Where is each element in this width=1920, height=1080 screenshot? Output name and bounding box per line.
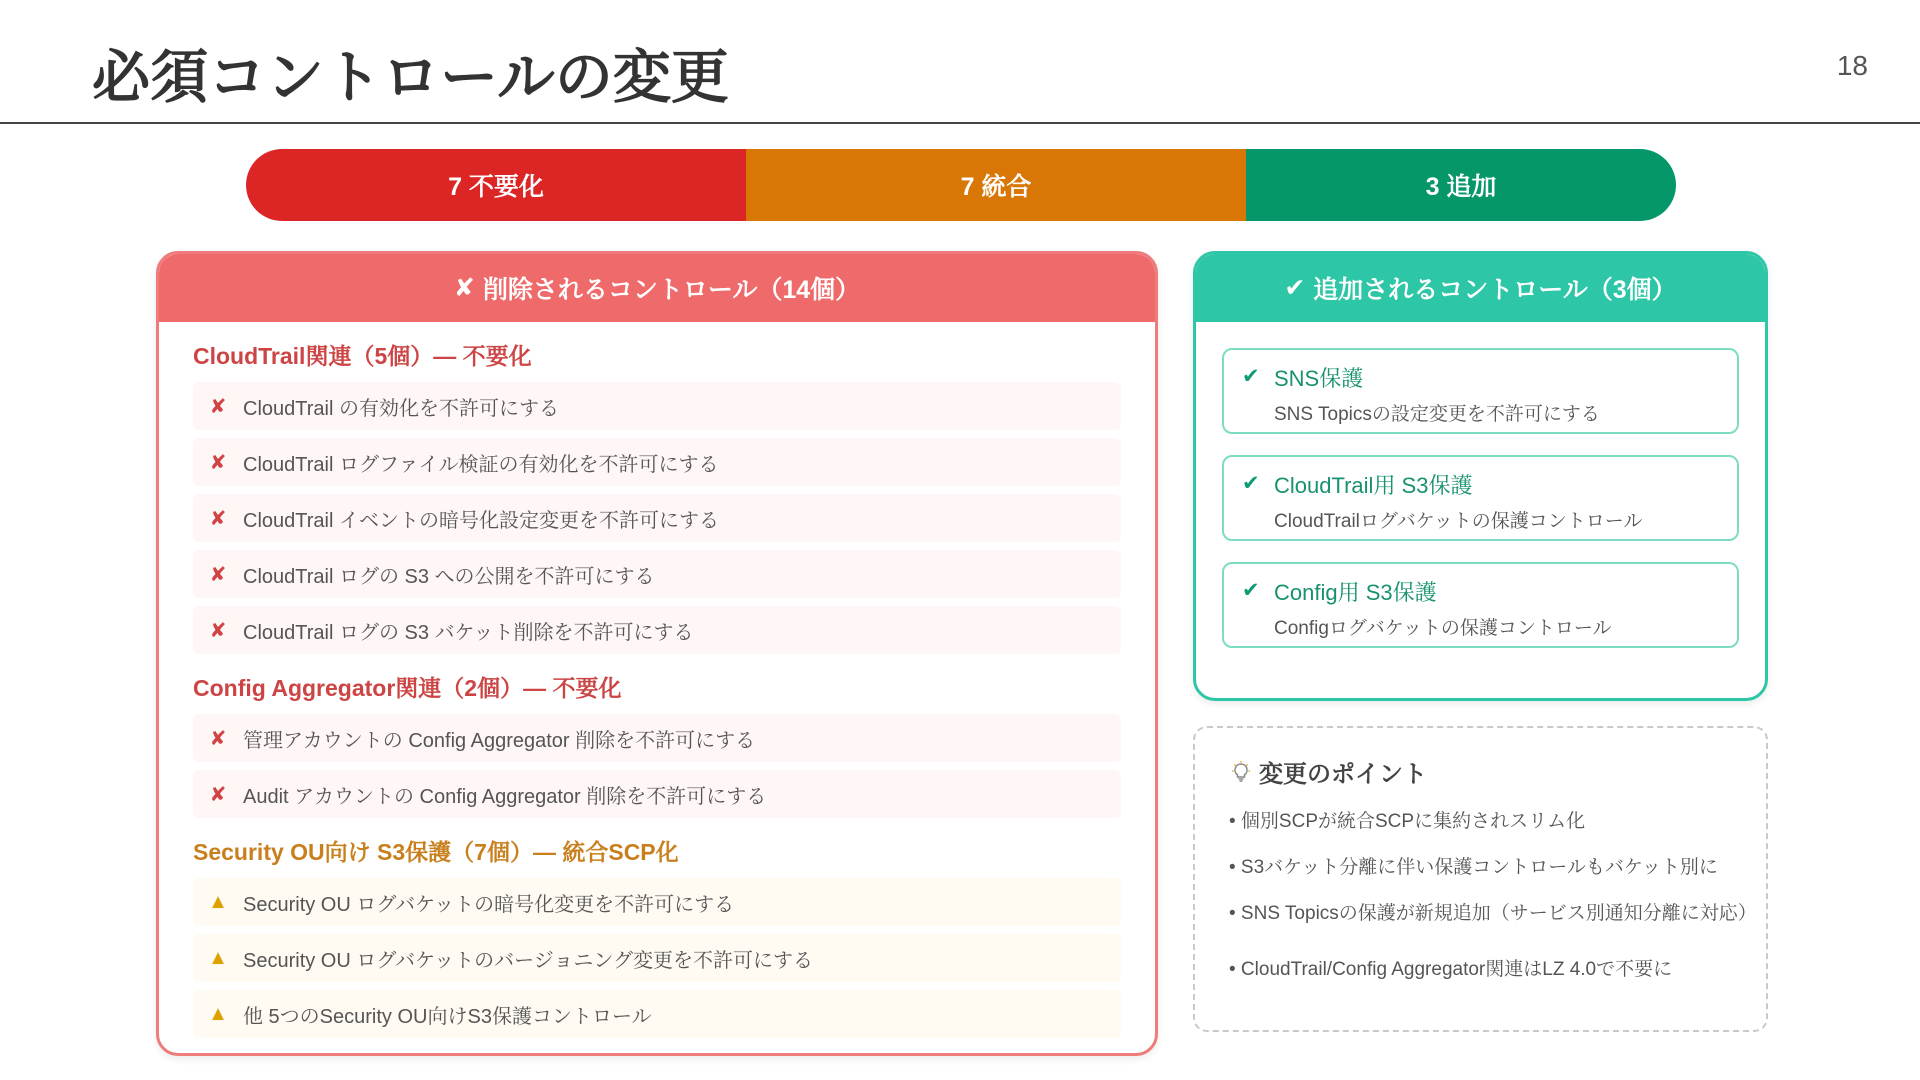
removed-panel-header [159,254,1155,322]
check-icon: ✔ [1284,274,1306,302]
x-mark-icon: ✘ [453,274,475,302]
check-icon: ✔ [1242,472,1260,495]
list-item: ✘ CloudTrail イベントの暗号化設定変更を不許可にする [193,494,1121,542]
added-control-title: CloudTrail用 S3保護 [1274,473,1473,498]
added-control-title: SNS保護 [1274,366,1364,391]
list-item: ✘ CloudTrail の有効化を不許可にする [193,382,1121,430]
list-item: ▲ 他 5つのSecurity OU向けS3保護コントロール [193,990,1121,1038]
x-mark-icon: ✘ [209,395,227,418]
summary-unneeded-segment: 7 不要化 [246,149,746,221]
warning-triangle-icon: ▲ [208,890,228,913]
summary-bar [246,149,1676,221]
group-title-cloudtrail: CloudTrail関連（5個）— 不要化 [193,343,532,369]
added-control-card [1222,455,1739,541]
title-divider [0,122,1920,124]
x-mark-icon: ✘ [209,507,227,530]
list-item: ▲ Security OU ログバケットのバージョニング変更を不許可にする [193,934,1121,982]
change-points-title: 変更のポイント [1259,761,1427,788]
list-item: • SNS Topicsの保護が新規追加（サービス別通知分離に対応） [1229,903,1757,924]
added-controls-panel [1193,251,1768,701]
x-mark-icon: ✘ [209,619,227,642]
added-control-desc: SNS Topicsの設定変更を不許可にする [1274,404,1600,425]
list-item: ✘ CloudTrail ログの S3 バケット削除を不許可にする [193,606,1121,654]
page-title: 必須コントロールの変更 [92,43,729,111]
list-item: • S3バケット分離に伴い保護コントロールもバケット別に [1229,857,1718,878]
list-item: ✘ 管理アカウントの Config Aggregator 削除を不許可にする [193,714,1121,762]
added-control-card [1222,348,1739,434]
change-points-heading [1229,754,1427,789]
summary-added-segment: 3 追加 [1246,149,1676,221]
summary-merged-segment: 7 統合 [746,149,1246,221]
list-item: • CloudTrail/Config Aggregator関連はLZ 4.0で不要に [1229,959,1673,980]
list-item: ✘ CloudTrail ログファイル検証の有効化を不許可にする [193,438,1121,486]
list-item: • 個別SCPが統合SCPに集約されスリム化 [1229,811,1586,832]
added-panel-header [1196,254,1765,322]
x-mark-icon: ✘ [209,451,227,474]
x-mark-icon: ✘ [209,783,227,806]
warning-triangle-icon: ▲ [208,1002,228,1025]
check-icon: ✔ [1242,365,1260,388]
x-mark-icon: ✘ [209,727,227,750]
added-control-desc: CloudTrailログバケットの保護コントロール [1274,511,1643,532]
added-control-card [1222,562,1739,648]
list-item: ▲ Security OU ログバケットの暗号化変更を不許可にする [193,878,1121,926]
group-title-config-aggregator: Config Aggregator関連（2個）— 不要化 [193,675,622,701]
warning-triangle-icon: ▲ [208,946,228,969]
added-panel-title: 追加されるコントロール（3個） [1313,276,1677,304]
page-number: 18 [1836,50,1868,81]
added-control-desc: Configログバケットの保護コントロール [1274,618,1612,639]
check-icon: ✔ [1242,579,1260,602]
change-points-box [1193,726,1768,1032]
removed-panel-title: 削除されるコントロール（14個） [482,276,861,304]
list-item: ✘ CloudTrail ログの S3 への公開を不許可にする [193,550,1121,598]
list-item: ✘ Audit アカウントの Config Aggregator 削除を不許可にする [193,770,1121,818]
lightbulb-icon [1229,760,1253,784]
group-title-security-ou: Security OU向け S3保護（7個）— 統合SCP化 [193,839,679,865]
removed-controls-panel [156,251,1158,1056]
added-control-title: Config用 S3保護 [1274,580,1437,605]
x-mark-icon: ✘ [209,563,227,586]
